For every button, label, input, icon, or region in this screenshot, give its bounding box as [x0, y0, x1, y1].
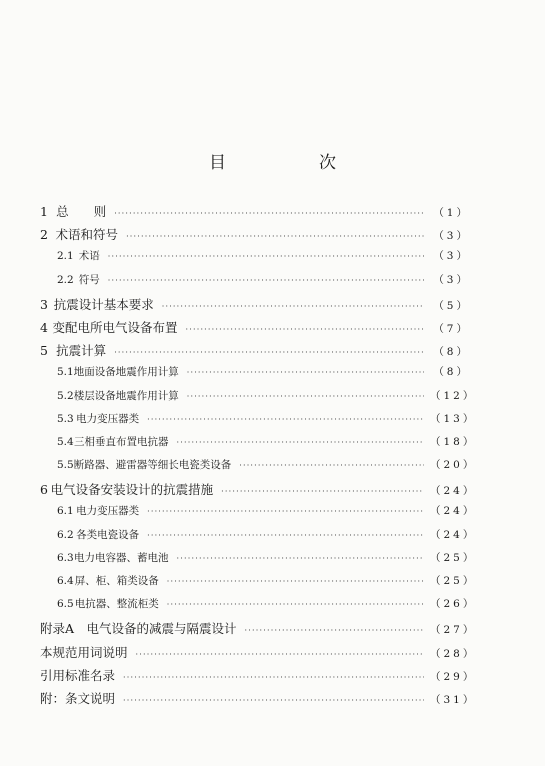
- toc-entry[interactable]: [40, 457, 477, 480]
- toc-entry-title: 抗震计算: [56, 343, 107, 359]
- toc-entry[interactable]: [40, 619, 477, 642]
- dot-leader: [114, 209, 424, 218]
- toc-entry-page: （3）: [433, 230, 470, 243]
- toc-entry-page: （3）: [433, 273, 470, 286]
- toc-entry-number: 5.5: [57, 459, 74, 472]
- dot-leader: [162, 302, 424, 311]
- toc-entry-title: 电气设备安装设计的抗震措施: [50, 482, 214, 498]
- dot-leader: [123, 673, 424, 682]
- toc-entry-number: 6.1: [57, 505, 74, 518]
- toc-entry-page: （25）: [430, 551, 477, 564]
- dot-leader: [136, 650, 424, 659]
- toc-entry[interactable]: [40, 248, 470, 271]
- toc-entry-title: 本规范用词说明: [40, 644, 128, 660]
- toc-entry-page: （28）: [430, 647, 477, 660]
- toc-entry-number: 6: [40, 482, 48, 498]
- toc-entry-title: 附：条文说明: [40, 690, 116, 706]
- toc-entry-page: （3）: [433, 250, 470, 263]
- dot-leader: [245, 626, 424, 635]
- dot-leader: [187, 368, 424, 377]
- toc-entry-page: （24）: [430, 505, 477, 518]
- table-of-contents: [40, 202, 477, 712]
- toc-entry[interactable]: [40, 318, 470, 341]
- toc-entry-page: （20）: [430, 459, 477, 472]
- toc-entry-number: 6.5: [57, 598, 74, 611]
- toc-entry-title: 三相垂直布置电抗器: [74, 435, 169, 448]
- toc-entry-title: 断路器、避雷器等细长电瓷类设备: [73, 459, 232, 472]
- toc-entry-title: 楼层设备地震作用计算: [73, 389, 179, 402]
- toc-entry-title: 电力变压器类: [76, 412, 140, 425]
- dot-leader: [147, 507, 424, 516]
- toc-entry-page: （24）: [430, 485, 477, 498]
- toc-entry-number: 5.2: [57, 389, 74, 402]
- toc-entry[interactable]: [40, 411, 477, 434]
- toc-entry-page: （25）: [430, 575, 477, 587]
- toc-entry[interactable]: [40, 202, 470, 225]
- toc-entry-page: （31）: [430, 693, 477, 706]
- toc-entry-number: 2: [40, 227, 48, 243]
- toc-entry[interactable]: [40, 643, 477, 666]
- toc-entry[interactable]: [40, 689, 477, 712]
- toc-entry-number: 1: [40, 204, 48, 219]
- toc-entry[interactable]: [40, 503, 477, 526]
- toc-entry-title: 电力电容器、蓄电池: [74, 551, 169, 564]
- toc-entry-number: 2.2: [57, 273, 74, 286]
- dot-leader: [239, 461, 424, 470]
- toc-entry-page: （29）: [430, 670, 477, 683]
- toc-entry-title: 抗震设计基本要求: [53, 296, 154, 312]
- toc-entry-page: （12）: [430, 389, 477, 402]
- toc-entry-number: 6.2: [57, 528, 74, 541]
- dot-leader: [147, 415, 424, 424]
- toc-entry-title: 引用标准名录: [40, 667, 116, 683]
- toc-entry[interactable]: [40, 550, 477, 573]
- toc-entry-title: 屏、柜、箱类设备: [74, 575, 159, 587]
- toc-entry-title: 附录A 电气设备的减震与隔震设计: [40, 621, 237, 637]
- dot-leader: [177, 438, 424, 447]
- dot-leader: [126, 232, 424, 241]
- toc-entry-title: 电力变压器类: [76, 505, 140, 518]
- toc-entry-number: 5.3: [57, 412, 74, 425]
- toc-entry-number: 6.3: [57, 551, 74, 564]
- toc-entry-number: 5: [40, 343, 48, 359]
- toc-entry-number: 5.1: [57, 366, 74, 379]
- dot-leader: [108, 276, 424, 285]
- toc-entry[interactable]: [40, 434, 477, 457]
- toc-entry-page: （13）: [430, 412, 477, 425]
- toc-entry[interactable]: [40, 666, 477, 689]
- toc-entry-page: （8）: [433, 366, 470, 379]
- toc-entry-title: 地面设备地震作用计算: [73, 366, 179, 379]
- toc-entry-number: 6.4: [57, 575, 74, 587]
- toc-entry-number: 4: [40, 319, 48, 335]
- dot-leader: [147, 531, 424, 540]
- toc-entry-title: 符号: [78, 273, 100, 286]
- toc-entry-title: 电抗器、整流柜类: [74, 598, 159, 611]
- toc-entry-page: （8）: [433, 346, 470, 359]
- toc-entry-title: 术语和符号: [55, 227, 119, 243]
- dot-leader: [123, 696, 424, 705]
- toc-entry[interactable]: [40, 272, 470, 295]
- toc-entry-title: 变配电所电气设备布置: [52, 319, 178, 335]
- dot-leader: [167, 600, 424, 609]
- dot-leader: [185, 325, 424, 334]
- toc-entry[interactable]: [40, 527, 477, 550]
- dot-leader: [167, 577, 424, 586]
- toc-entry[interactable]: [40, 388, 477, 411]
- toc-entry-title: 术语: [78, 250, 100, 263]
- toc-entry[interactable]: [40, 480, 477, 503]
- dot-leader: [114, 348, 424, 357]
- toc-entry-title: 总 则: [56, 204, 107, 219]
- toc-entry-title: 各类电瓷设备: [76, 528, 140, 541]
- toc-entry[interactable]: [40, 573, 477, 596]
- toc-entry-number: 2.1: [57, 250, 74, 263]
- toc-entry-page: （1）: [433, 207, 470, 219]
- toc-entry-number: 3: [40, 296, 48, 312]
- toc-entry-number: 5.4: [57, 435, 74, 448]
- toc-entry-page: （27）: [430, 624, 477, 637]
- toc-entry-page: （24）: [430, 528, 477, 541]
- toc-entry-page: （5）: [433, 299, 470, 312]
- toc-entry[interactable]: [40, 364, 470, 387]
- toc-entry[interactable]: [40, 225, 470, 248]
- dot-leader: [187, 392, 424, 401]
- dot-leader: [108, 252, 424, 261]
- toc-entry[interactable]: [40, 596, 477, 619]
- dot-leader: [221, 487, 424, 496]
- toc-title: 目 次: [209, 153, 374, 173]
- toc-entry-page: （26）: [430, 598, 477, 611]
- toc-entry[interactable]: [40, 295, 470, 318]
- toc-entry-page: （18）: [430, 435, 477, 448]
- dot-leader: [177, 554, 424, 563]
- toc-entry[interactable]: [40, 341, 470, 364]
- toc-entry-page: （7）: [433, 322, 470, 335]
